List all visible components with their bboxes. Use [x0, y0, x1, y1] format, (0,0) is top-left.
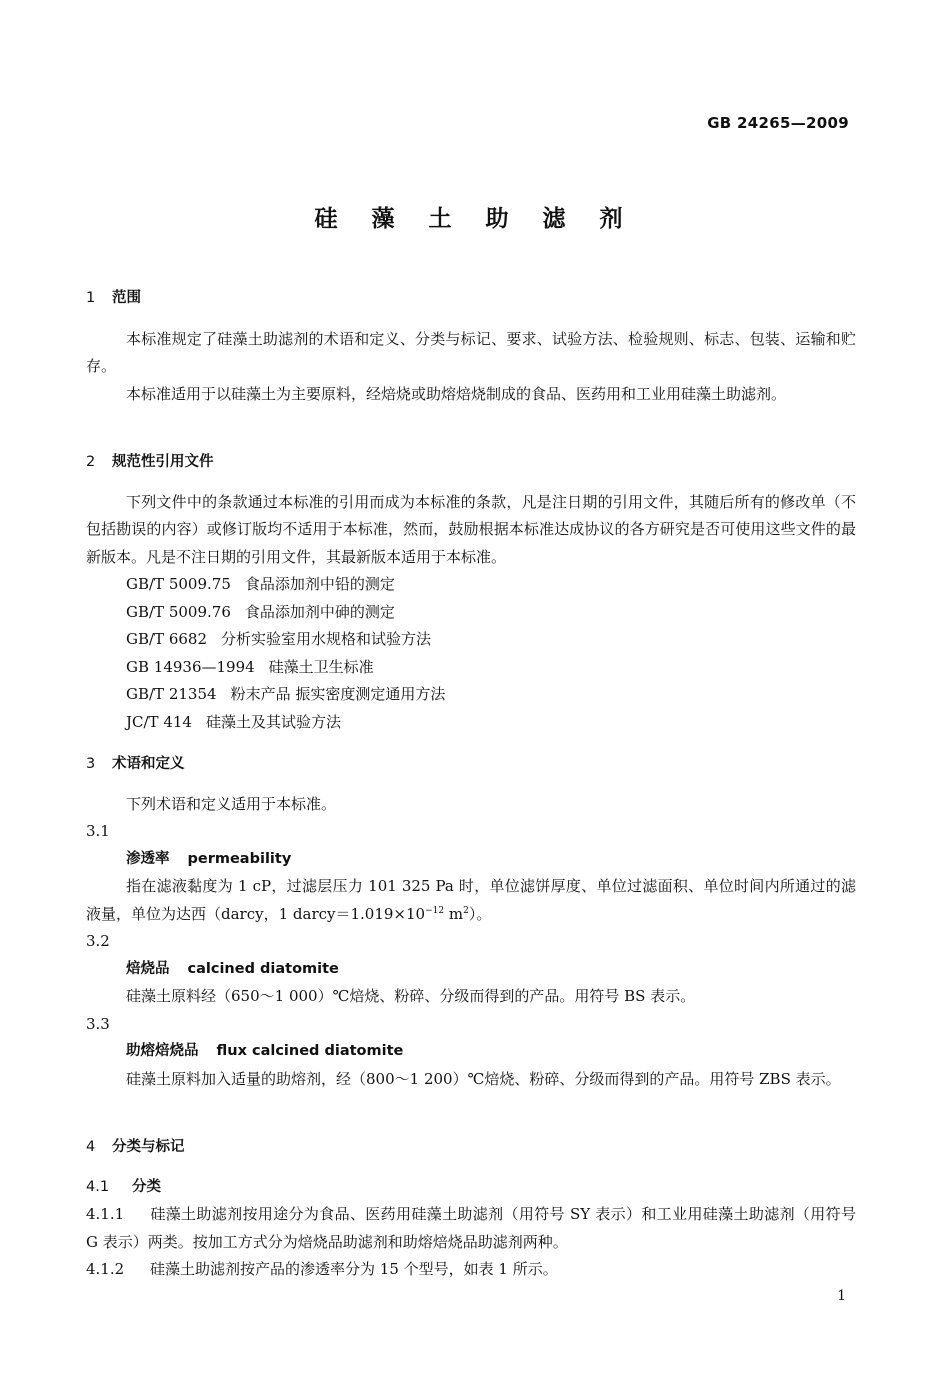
section-number: 1: [86, 290, 96, 306]
reference-title: 硅藻土及其试验方法: [205, 712, 341, 731]
reference-code: GB/T 5009.75: [126, 575, 231, 593]
section-4: [86, 1134, 856, 1284]
term-heading: [86, 846, 856, 874]
term-zh: 助熔焙烧品: [126, 1043, 199, 1059]
section-heading: [86, 449, 856, 477]
section-2: [86, 449, 856, 736]
reference-item: [86, 654, 856, 682]
section-heading: [86, 751, 856, 779]
clause-number: 3.3: [86, 1014, 110, 1033]
section-heading: [86, 1134, 856, 1162]
section-number: 4: [86, 1139, 96, 1155]
section-1: [86, 285, 856, 408]
reference-item: [86, 599, 856, 627]
reference-title: 粉末产品 振实密度测定通用方法: [230, 685, 446, 703]
reference-item: [86, 626, 856, 654]
subsection-number: 4.1: [86, 1178, 110, 1195]
paragraph: 下列文件中的条款通过本标准的引用而成为本标准的条款，凡是注日期的引用文件，其随后所有的修改单（不包括勘误的内容）或修订版均不适用于本标准，然而，鼓励根据本标准达成协议的各方研究是否可使用这些文件的最新版本。凡是不注日期的引用文件，其最新版本适用于本标准。: [86, 492, 856, 566]
subclause-text: 硅藻土助滤剂按用途分为食品、医药用硅藻土助滤剂（用符号 SY 表示）和工业用硅藻土助滤剂（用符号 G 表示）两类。按加工方式分为焙烧品助滤剂和助熔焙烧品助滤剂两种。: [86, 1205, 856, 1251]
paragraph: 下列术语和定义适用于本标准。: [126, 794, 337, 813]
subsection-heading: [86, 1174, 856, 1202]
section-title: 范围: [112, 290, 141, 306]
exponent: 2: [463, 905, 469, 916]
section-number: 2: [86, 454, 96, 470]
standard-code: GB 24265—2009: [707, 114, 849, 132]
reference-title: 食品添加剂中砷的测定: [244, 602, 395, 621]
reference-code: JC/T 414: [126, 712, 192, 731]
paragraph: 本标准适用于以硅藻土为主要原料，经焙烧或助熔焙烧制成的食品、医药用和工业用硅藻土助滤剂。: [126, 384, 787, 403]
subclause-number: 4.1.1: [86, 1205, 125, 1223]
exponent: −12: [425, 905, 445, 916]
term-en: permeability: [187, 850, 292, 867]
subclause-number: 4.1.2: [86, 1260, 125, 1278]
term-zh: 渗透率: [126, 850, 170, 867]
definition-text: 指在滤液黏度为 1 cP，过滤层压力 101 325 Pa 时，单位滤饼厚度、单位过滤面积、单位时间内所通过的滤液量，单位为达西（darcy，1 darcy＝1.019×10: [86, 877, 856, 923]
reference-code: GB 14936—1994: [126, 657, 255, 676]
term-en: flux calcined diatomite: [216, 1043, 404, 1059]
subclause-text: 硅藻土助滤剂按产品的渗透率分为 15 个型号，如表 1 所示。: [150, 1260, 558, 1278]
section-heading: [86, 285, 856, 313]
term-en: calcined diatomite: [187, 960, 339, 977]
subsection-title: 分类: [132, 1178, 161, 1195]
term-definition: [86, 873, 856, 928]
definition-text: m: [444, 904, 464, 923]
term-heading: [86, 1038, 856, 1066]
clause-number: 3.2: [86, 932, 110, 950]
reference-item: [86, 681, 856, 709]
term-zh: 焙烧品: [126, 960, 170, 977]
paragraph: 本标准规定了硅藻土助滤剂的术语和定义、分类与标记、要求、试验方法、检验规则、标志、包装、运输和贮存。: [86, 329, 856, 375]
reference-item: [86, 709, 856, 737]
subclause: [86, 1256, 856, 1284]
reference-code: GB/T 21354: [126, 685, 217, 703]
clause-number: 3.1: [86, 822, 110, 840]
reference-title: 分析实验室用水规格和试验方法: [221, 630, 432, 648]
section-title: 术语和定义: [112, 756, 185, 772]
term-definition: 硅藻土原料经（650～1 000）℃焙烧、粉碎、分级而得到的产品。用符号 BS 表示。: [126, 987, 696, 1005]
reference-code: GB/T 6682: [126, 630, 208, 648]
section-title: 分类与标记: [112, 1139, 185, 1155]
reference-item: [86, 571, 856, 599]
reference-title: 食品添加剂中铅的测定: [244, 575, 395, 593]
section-number: 3: [86, 756, 96, 772]
reference-code: GB/T 5009.76: [126, 602, 231, 621]
page-number: 1: [837, 1288, 846, 1304]
section-3: [86, 751, 856, 1093]
term-definition: 硅藻土原料加入适量的助熔剂，经（800～1 200）℃焙烧、粉碎、分级而得到的产品。用符号 ZBS 表示。: [126, 1069, 841, 1088]
subclause: [86, 1201, 856, 1256]
section-title: 规范性引用文件: [112, 454, 214, 470]
term-heading: [86, 956, 856, 984]
document-title: 硅 藻 土 助 滤 剂: [314, 206, 636, 232]
definition-text: ）。: [468, 904, 492, 923]
reference-title: 硅藻土卫生标准: [268, 657, 374, 676]
